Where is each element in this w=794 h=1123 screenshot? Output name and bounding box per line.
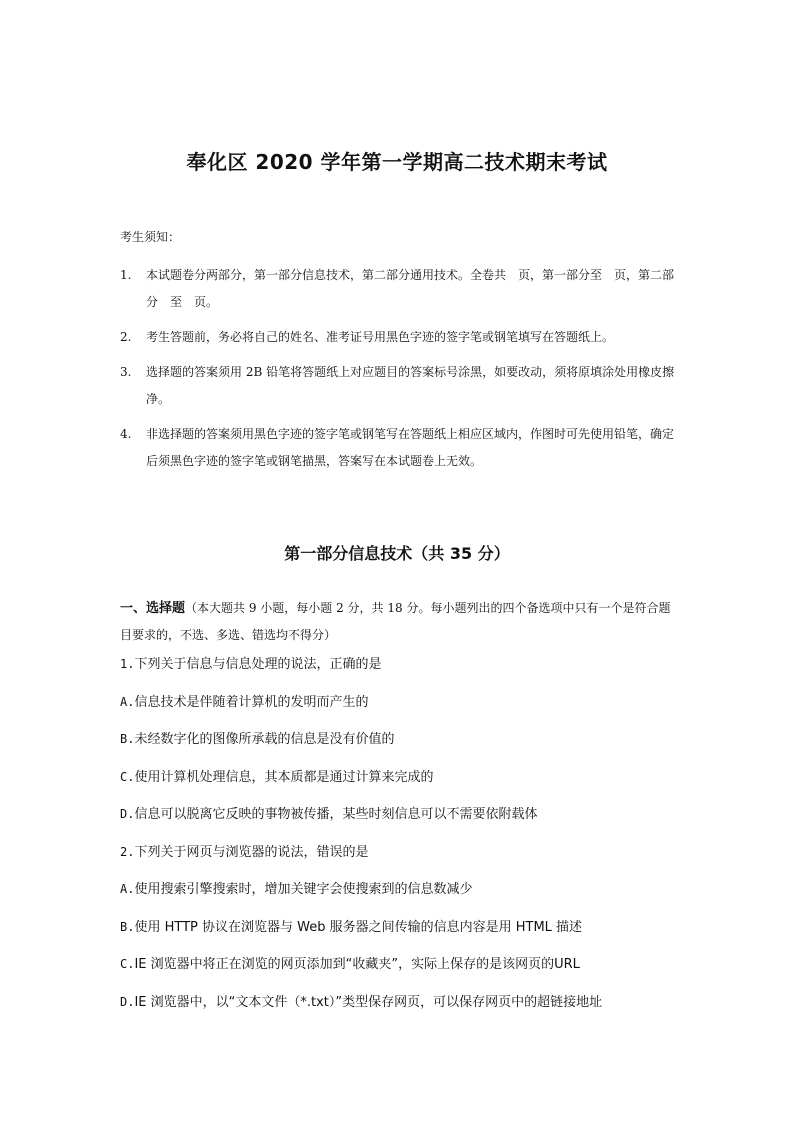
- notice-item-text: 选择题的答案须用 2B 铅笔将答题纸上对应题目的答案标号涂黑，如要改动，须将原填涂处用橡皮擦净。: [146, 365, 675, 406]
- exam-title: 奉化区 2020 学年第一学期高二技术期末考试: [186, 150, 608, 174]
- option-line: [120, 877, 690, 915]
- option-line: [120, 990, 690, 1028]
- line-text: 下列关于信息与信息处理的说法，正确的是: [134, 657, 382, 672]
- option-line: [120, 915, 690, 953]
- line-text: 下列关于网页与浏览器的说法，错误的是: [134, 844, 369, 860]
- question-intro: [120, 595, 680, 649]
- line-prefix: 2.: [120, 844, 135, 859]
- line-prefix: 1.: [120, 657, 135, 671]
- option-line: [120, 765, 690, 803]
- notice-item-number: 1.: [120, 268, 132, 282]
- notice-item: [120, 324, 680, 351]
- notice-item: [120, 421, 680, 475]
- notice-item-number: 2.: [120, 330, 132, 344]
- line-prefix: D.: [120, 994, 135, 1009]
- line-text: 未经数字化的图像所承载的信息是没有价值的: [134, 732, 395, 747]
- option-line: [120, 727, 690, 765]
- line-text: 使用搜索引擎搜索时，增加关键字会使搜索到的信息数减少: [134, 882, 473, 897]
- option-line: [120, 802, 690, 840]
- section-title: 第一部分信息技术（共 35 分）: [284, 544, 510, 563]
- question-1-stem: [120, 652, 690, 690]
- line-text: IE 浏览器中，以“文本文件（*.txt）”类型保存网页，可以保存网页中的超链接地址: [134, 994, 603, 1010]
- line-prefix: B.: [120, 732, 135, 746]
- line-prefix: C.: [120, 769, 135, 784]
- question-lines: [120, 652, 690, 1027]
- notice-item-number: 3.: [120, 365, 132, 379]
- notice-item: [120, 359, 680, 413]
- line-prefix: A.: [120, 694, 135, 709]
- notice-list: [120, 262, 680, 483]
- line-prefix: D.: [120, 807, 135, 821]
- option-line: [120, 690, 690, 728]
- line-prefix: B.: [120, 919, 135, 934]
- line-text: 信息可以脱离它反映的事物被传播，某些时刻信息可以不需要依附载体: [134, 807, 538, 822]
- notice-item-text: 考生答题前，务必将自己的姓名、准考证号用黑色字迹的签字笔或钢笔填写在答题纸上。: [146, 330, 615, 344]
- question-type-label: 一、选择题: [120, 601, 186, 616]
- line-prefix: C.: [120, 957, 135, 971]
- notice-item: [120, 262, 680, 316]
- line-text: 信息技术是伴随着计算机的发明而产生的: [134, 694, 369, 710]
- line-text: 使用 HTTP 协议在浏览器与 Web 服务器之间传输的信息内容是用 HTML 描述: [134, 919, 583, 935]
- option-line: [120, 952, 690, 990]
- notice-item-text: 非选择题的答案须用黑色字迹的签字笔或钢笔写在答题纸上相应区域内，作图时可先使用铅笔，确定后须黑色字迹的签字笔或钢笔描黑，答案写在本试题卷上无效。: [146, 427, 675, 468]
- line-text: IE 浏览器中将正在浏览的网页添加到“收藏夹”，实际上保存的是该网页的URL: [134, 957, 580, 972]
- notice-item-number: 4.: [120, 427, 132, 441]
- notice-heading: 考生须知：: [120, 230, 181, 244]
- notice-item-text: 本试题卷分两部分，第一部分信息技术，第二部分通用技术。全卷共 页，第一部分至 页，第二部分 至 页。: [146, 268, 675, 309]
- question-2-stem: [120, 840, 690, 878]
- line-text: 使用计算机处理信息，其本质都是通过计算来完成的: [134, 769, 434, 785]
- line-prefix: A.: [120, 882, 135, 896]
- question-type-instructions: （本大题共 9 小题，每小题 2 分，共 18 分。每小题列出的四个备选项中只有一个是符合题目要求的，不选、多选、错选均不得分）: [120, 601, 671, 642]
